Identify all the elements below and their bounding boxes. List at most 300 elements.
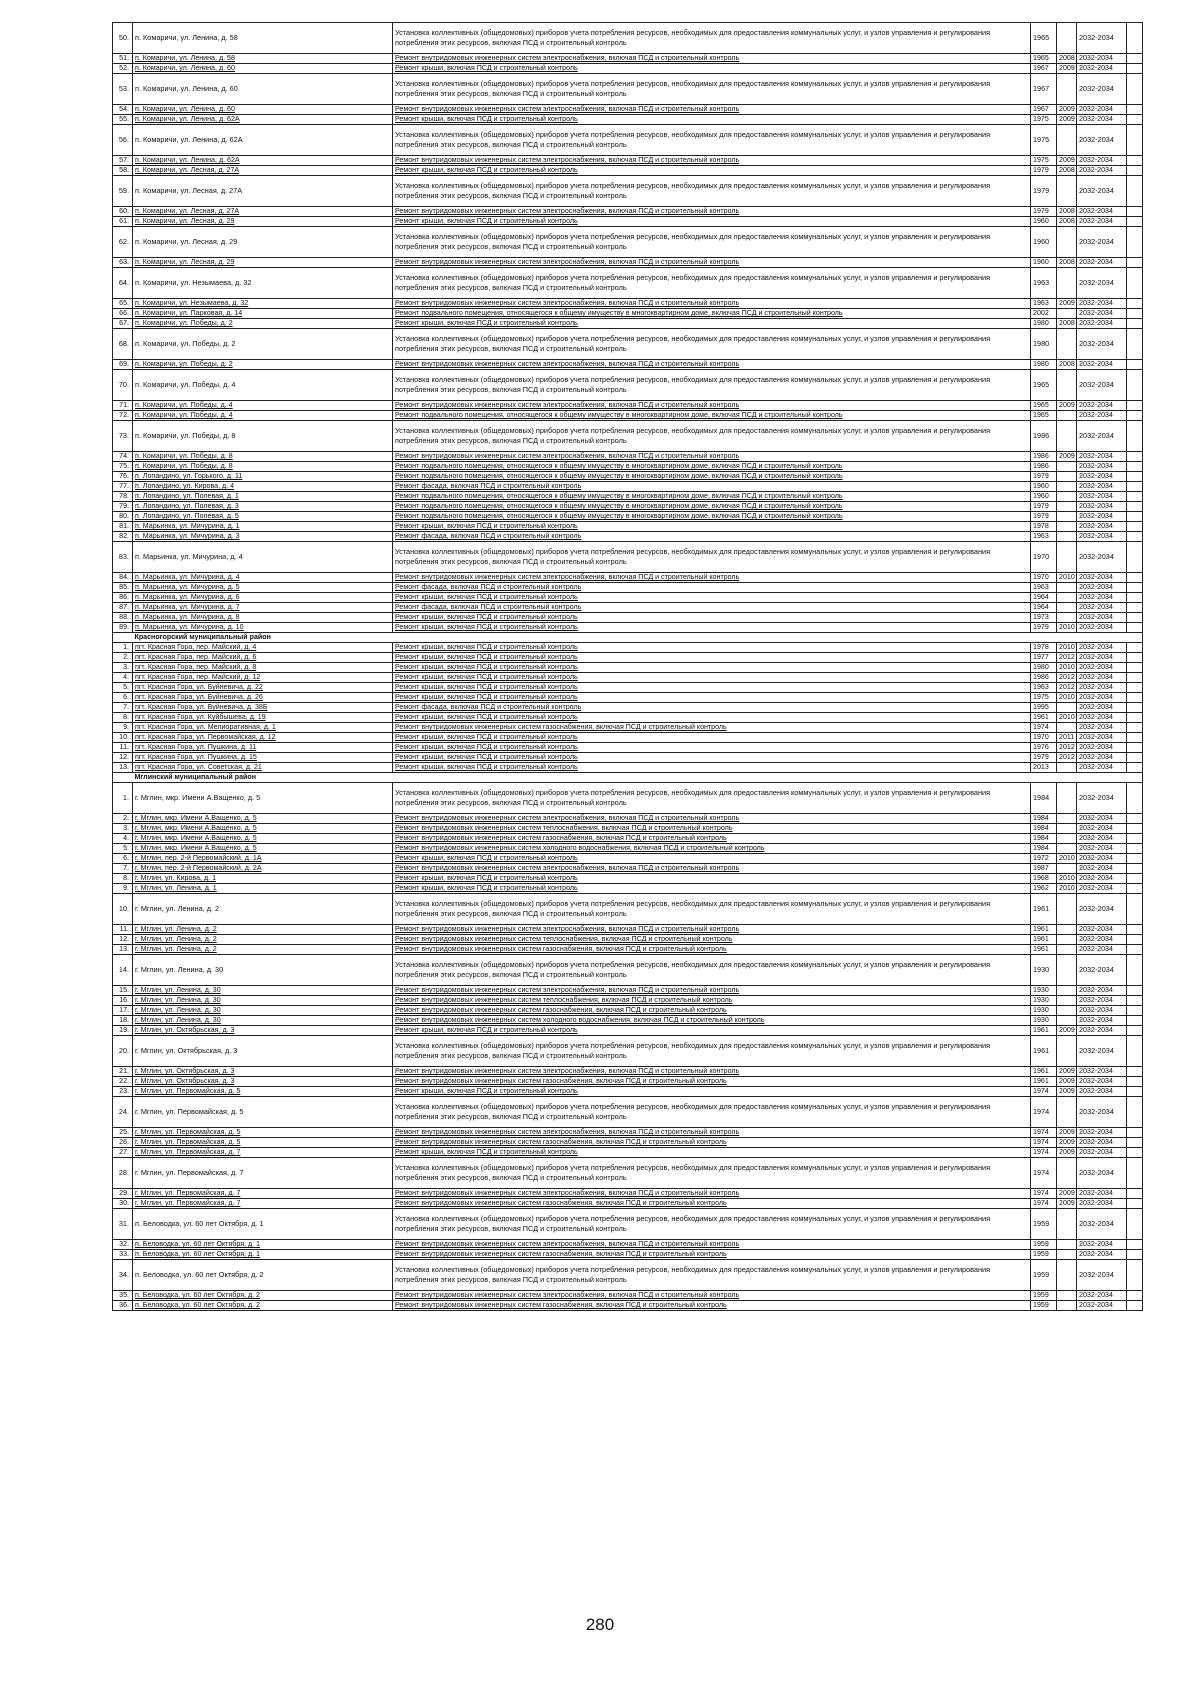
row-number-cell: 6. — [113, 693, 133, 703]
table-row — [113, 1260, 1143, 1291]
planned-period-cell: 2032-2034 — [1077, 583, 1127, 593]
row-number-cell: 1. — [113, 643, 133, 653]
build-year-cell: 1978 — [1031, 643, 1057, 653]
build-year-cell: 1979 — [1031, 623, 1057, 633]
last-repair-year-cell — [1057, 593, 1077, 603]
last-repair-year-cell — [1057, 421, 1077, 452]
planned-period-cell: 2032-2034 — [1077, 411, 1127, 421]
planned-period-cell: 2032-2034 — [1077, 834, 1127, 844]
work-type-cell: Ремонт подвального помещения, относящегося к общему имуществу в многоквартирном доме, включая ПСД и строительный контроль — [393, 411, 1031, 421]
row-number-cell: 13. — [113, 763, 133, 773]
planned-period-cell: 2032-2034 — [1077, 462, 1127, 472]
build-year-cell: 1967 — [1031, 64, 1057, 74]
last-repair-year-cell: 2008 — [1057, 54, 1077, 64]
blank-cell — [1127, 713, 1143, 723]
address-cell: г. Мглин, мкр. Имени А.Ващенко, д. 5 — [133, 844, 393, 854]
table-row — [113, 874, 1143, 884]
last-repair-year-cell: 2009 — [1057, 1087, 1077, 1097]
build-year-cell: 1974 — [1031, 1128, 1057, 1138]
blank-cell — [1127, 945, 1143, 955]
table-row — [113, 452, 1143, 462]
build-year-cell: 1975 — [1031, 115, 1057, 125]
planned-period-cell: 2032-2034 — [1077, 663, 1127, 673]
build-year-cell: 1974 — [1031, 1087, 1057, 1097]
blank-cell — [1127, 421, 1143, 452]
blank-cell — [1127, 955, 1143, 986]
table-row — [113, 421, 1143, 452]
planned-period-cell: 2032-2034 — [1077, 1097, 1127, 1128]
address-cell: п. Марьинка, ул. Мичурина, д. 10 — [133, 623, 393, 633]
planned-period-cell: 2032-2034 — [1077, 115, 1127, 125]
row-number-cell: 6. — [113, 854, 133, 864]
work-type-cell: Ремонт крыши, включая ПСД и строительный контроль — [393, 693, 1031, 703]
last-repair-year-cell — [1057, 1250, 1077, 1260]
build-year-cell: 1978 — [1031, 522, 1057, 532]
blank-cell — [1127, 814, 1143, 824]
blank-cell — [1127, 783, 1143, 814]
work-type-cell: Установка коллективных (общедомовых) приборов учета потребления ресурсов, необходимых для предоставления коммунальных услуг, и узлов управления и регулирования потребления этих ресурсов, включая ПСД и строительный контроль — [393, 1097, 1031, 1128]
table-row — [113, 329, 1143, 360]
table-row — [113, 884, 1143, 894]
table-row — [113, 834, 1143, 844]
table-row — [113, 1067, 1143, 1077]
table-row — [113, 319, 1143, 329]
build-year-cell: 1963 — [1031, 268, 1057, 299]
blank-cell — [1127, 370, 1143, 401]
table-row — [113, 996, 1143, 1006]
work-type-cell: Ремонт подвального помещения, относящегося к общему имуществу в многоквартирном доме, включая ПСД и строительный контроль — [393, 309, 1031, 319]
planned-period-cell: 2032-2034 — [1077, 1148, 1127, 1158]
address-cell: п. Лопандино, ул. Полевая, д. 1 — [133, 492, 393, 502]
last-repair-year-cell — [1057, 864, 1077, 874]
work-type-cell: Ремонт крыши, включая ПСД и строительный контроль — [393, 613, 1031, 623]
planned-period-cell: 2032-2034 — [1077, 1077, 1127, 1087]
row-number-cell: 8. — [113, 874, 133, 884]
last-repair-year-cell: 2012 — [1057, 743, 1077, 753]
table-row — [113, 703, 1143, 713]
planned-period-cell: 2032-2034 — [1077, 733, 1127, 743]
planned-period-cell: 2032-2034 — [1077, 844, 1127, 854]
build-year-cell: 1984 — [1031, 783, 1057, 814]
work-type-cell: Ремонт внутридомовых инженерных систем газоснабжения, включая ПСД и строительный контроль — [393, 1138, 1031, 1148]
address-cell: г. Мглин, ул. Ленина, д. 30 — [133, 1006, 393, 1016]
blank-cell — [1127, 360, 1143, 370]
table-row — [113, 54, 1143, 64]
row-number-cell: 61. — [113, 217, 133, 227]
planned-period-cell: 2032-2034 — [1077, 925, 1127, 935]
table-row — [113, 1250, 1143, 1260]
table-row — [113, 945, 1143, 955]
last-repair-year-cell: 2009 — [1057, 1138, 1077, 1148]
row-number-cell: 86. — [113, 593, 133, 603]
work-type-cell: Ремонт внутридомовых инженерных систем газоснабжения, включая ПСД и строительный контроль — [393, 1199, 1031, 1209]
row-number-cell: 78. — [113, 492, 133, 502]
table-row — [113, 299, 1143, 309]
build-year-cell: 1961 — [1031, 1077, 1057, 1087]
build-year-cell: 1967 — [1031, 105, 1057, 115]
planned-period-cell: 2032-2034 — [1077, 1291, 1127, 1301]
address-cell: п. Комаричи, ул. Победы, д. 4 — [133, 401, 393, 411]
last-repair-year-cell: 2010 — [1057, 663, 1077, 673]
table-row — [113, 673, 1143, 683]
build-year-cell: 1962 — [1031, 884, 1057, 894]
row-number-cell: 68. — [113, 329, 133, 360]
work-type-cell: Ремонт внутридомовых инженерных систем газоснабжения, включая ПСД и строительный контроль — [393, 723, 1031, 733]
address-cell: г. Мглин, мкр. Имени А.Ващенко, д. 5 — [133, 834, 393, 844]
work-type-cell: Установка коллективных (общедомовых) приборов учета потребления ресурсов, необходимых для предоставления коммунальных услуг, и узлов управления и регулирования потребления этих ресурсов, включая ПСД и строительный контроль — [393, 176, 1031, 207]
build-year-cell: 1960 — [1031, 482, 1057, 492]
address-cell: п. Комаричи, ул. Лесная, д. 29 — [133, 258, 393, 268]
row-number-cell: 19. — [113, 1026, 133, 1036]
work-type-cell: Ремонт внутридомовых инженерных систем электроснабжения, включая ПСД и строительный контроль — [393, 299, 1031, 309]
blank-cell — [1127, 1250, 1143, 1260]
planned-period-cell: 2032-2034 — [1077, 452, 1127, 462]
build-year-cell: 1984 — [1031, 814, 1057, 824]
work-type-cell: Ремонт внутридомовых инженерных систем электроснабжения, включая ПСД и строительный контроль — [393, 986, 1031, 996]
row-number-cell: 51. — [113, 54, 133, 64]
work-type-cell: Ремонт крыши, включая ПСД и строительный контроль — [393, 733, 1031, 743]
last-repair-year-cell — [1057, 23, 1077, 54]
work-type-cell: Ремонт внутридомовых инженерных систем электроснабжения, включая ПСД и строительный контроль — [393, 814, 1031, 824]
blank-cell — [1127, 411, 1143, 421]
table-row — [113, 693, 1143, 703]
table-row — [113, 309, 1143, 319]
last-repair-year-cell: 2012 — [1057, 673, 1077, 683]
last-repair-year-cell: 2008 — [1057, 258, 1077, 268]
work-type-cell: Ремонт крыши, включая ПСД и строительный контроль — [393, 217, 1031, 227]
work-type-cell: Установка коллективных (общедомовых) приборов учета потребления ресурсов, необходимых для предоставления коммунальных услуг, и узлов управления и регулирования потребления этих ресурсов, включая ПСД и строительный контроль — [393, 955, 1031, 986]
blank-cell — [1127, 593, 1143, 603]
last-repair-year-cell — [1057, 74, 1077, 105]
table-row — [113, 763, 1143, 773]
work-type-cell: Ремонт внутридомовых инженерных систем электроснабжения, включая ПСД и строительный контроль — [393, 1189, 1031, 1199]
planned-period-cell: 2032-2034 — [1077, 176, 1127, 207]
work-type-cell: Ремонт крыши, включая ПСД и строительный контроль — [393, 623, 1031, 633]
build-year-cell: 1975 — [1031, 693, 1057, 703]
blank-cell — [1127, 309, 1143, 319]
address-cell: пгт. Красная Гора, ул. Куйбышева, д. 19 — [133, 713, 393, 723]
blank-cell — [1127, 125, 1143, 156]
address-cell: п. Комаричи, ул. Победы, д. 2 — [133, 319, 393, 329]
last-repair-year-cell — [1057, 814, 1077, 824]
address-cell: г. Мглин, мкр. Имени А.Ващенко, д. 5 — [133, 783, 393, 814]
row-number-cell: 66. — [113, 309, 133, 319]
repair-program-table — [112, 22, 1143, 1311]
row-number-cell: 58. — [113, 166, 133, 176]
row-number-cell: 89. — [113, 623, 133, 633]
build-year-cell: 1967 — [1031, 74, 1057, 105]
row-number-cell: 65. — [113, 299, 133, 309]
work-type-cell: Ремонт крыши, включая ПСД и строительный контроль — [393, 64, 1031, 74]
table-row — [113, 844, 1143, 854]
planned-period-cell: 2032-2034 — [1077, 643, 1127, 653]
row-number-cell: 1. — [113, 783, 133, 814]
work-type-cell: Ремонт подвального помещения, относящегося к общему имуществу в многоквартирном доме, включая ПСД и строительный контроль — [393, 512, 1031, 522]
planned-period-cell: 2032-2034 — [1077, 623, 1127, 633]
last-repair-year-cell: 2008 — [1057, 207, 1077, 217]
planned-period-cell: 2032-2034 — [1077, 673, 1127, 683]
blank-cell — [1127, 723, 1143, 733]
row-number-cell: 36. — [113, 1301, 133, 1311]
address-cell: г. Мглин, ул. Первомайская, д. 7 — [133, 1189, 393, 1199]
build-year-cell: 1986 — [1031, 462, 1057, 472]
build-year-cell: 1964 — [1031, 603, 1057, 613]
last-repair-year-cell — [1057, 1209, 1077, 1240]
row-number-cell: 11. — [113, 925, 133, 935]
table-row — [113, 176, 1143, 207]
build-year-cell: 1979 — [1031, 753, 1057, 763]
blank-cell — [1127, 452, 1143, 462]
table-row — [113, 824, 1143, 834]
last-repair-year-cell — [1057, 703, 1077, 713]
last-repair-year-cell — [1057, 472, 1077, 482]
address-cell: п. Беловодка, ул. 60 лет Октября, д. 1 — [133, 1209, 393, 1240]
last-repair-year-cell — [1057, 925, 1077, 935]
last-repair-year-cell — [1057, 783, 1077, 814]
build-year-cell: 1961 — [1031, 1036, 1057, 1067]
address-cell: п. Комаричи, ул. Победы, д. 4 — [133, 370, 393, 401]
table-row — [113, 360, 1143, 370]
last-repair-year-cell — [1057, 986, 1077, 996]
last-repair-year-cell: 2010 — [1057, 884, 1077, 894]
address-cell: п. Комаричи, ул. Победы, д. 8 — [133, 462, 393, 472]
work-type-cell: Установка коллективных (общедомовых) приборов учета потребления ресурсов, необходимых для предоставления коммунальных услуг, и узлов управления и регулирования потребления этих ресурсов, включая ПСД и строительный контроль — [393, 370, 1031, 401]
blank-cell — [1127, 1006, 1143, 1016]
blank-cell — [1127, 753, 1143, 763]
address-cell: п. Комаричи, ул. Лесная, д. 29 — [133, 217, 393, 227]
row-number-cell: 73. — [113, 421, 133, 452]
row-number-cell: 53. — [113, 74, 133, 105]
address-cell: п. Марьинка, ул. Мичурина, д. 3 — [133, 532, 393, 542]
address-cell: г. Мглин, ул. Первомайская, д. 5 — [133, 1087, 393, 1097]
row-number-cell: 82. — [113, 532, 133, 542]
work-type-cell: Ремонт фасада, включая ПСД и строительный контроль — [393, 532, 1031, 542]
build-year-cell: 1976 — [1031, 743, 1057, 753]
work-type-cell: Ремонт внутридомовых инженерных систем электроснабжения, включая ПСД и строительный контроль — [393, 401, 1031, 411]
address-cell: п. Комаричи, ул. Победы, д. 2 — [133, 329, 393, 360]
build-year-cell: 1974 — [1031, 1189, 1057, 1199]
blank-cell — [1127, 1158, 1143, 1189]
blank-cell — [1127, 844, 1143, 854]
address-cell: п. Комаричи, ул. Лесная, д. 29 — [133, 227, 393, 258]
table-row — [113, 713, 1143, 723]
last-repair-year-cell — [1057, 370, 1077, 401]
work-type-cell: Установка коллективных (общедомовых) приборов учета потребления ресурсов, необходимых для предоставления коммунальных услуг, и узлов управления и регулирования потребления этих ресурсов, включая ПСД и строительный контроль — [393, 542, 1031, 573]
address-cell: п. Комаричи, ул. Ленина, д. 60 — [133, 105, 393, 115]
blank-cell — [1127, 1077, 1143, 1087]
table-row — [113, 733, 1143, 743]
planned-period-cell: 2032-2034 — [1077, 370, 1127, 401]
blank-cell — [1127, 115, 1143, 125]
address-cell: п. Лопандино, ул. Полевая, д. 5 — [133, 512, 393, 522]
blank-cell — [1127, 573, 1143, 583]
section-title: Мглинский муниципальный район — [133, 773, 1143, 783]
work-type-cell: Ремонт внутридомовых инженерных систем газоснабжения, включая ПСД и строительный контроль — [393, 945, 1031, 955]
planned-period-cell: 2032-2034 — [1077, 996, 1127, 1006]
blank-cell — [1127, 693, 1143, 703]
blank-cell — [1127, 1148, 1143, 1158]
row-number-cell: 74. — [113, 452, 133, 462]
blank-cell — [1127, 207, 1143, 217]
row-number-cell: 20. — [113, 1036, 133, 1067]
last-repair-year-cell — [1057, 329, 1077, 360]
address-cell: п. Марьинка, ул. Мичурина, д. 5 — [133, 583, 393, 593]
work-type-cell: Ремонт внутридомовых инженерных систем электроснабжения, включая ПСД и строительный контроль — [393, 1067, 1031, 1077]
last-repair-year-cell — [1057, 1301, 1077, 1311]
planned-period-cell: 2032-2034 — [1077, 573, 1127, 583]
table-row — [113, 683, 1143, 693]
work-type-cell: Ремонт внутридомовых инженерных систем электроснабжения, включая ПСД и строительный контроль — [393, 925, 1031, 935]
blank-cell — [1127, 1036, 1143, 1067]
table-row — [113, 723, 1143, 733]
planned-period-cell: 2032-2034 — [1077, 814, 1127, 824]
last-repair-year-cell — [1057, 309, 1077, 319]
address-cell: г. Мглин, мкр. Имени А.Ващенко, д. 5 — [133, 814, 393, 824]
planned-period-cell: 2032-2034 — [1077, 125, 1127, 156]
blank-cell — [1127, 462, 1143, 472]
blank-cell — [1127, 299, 1143, 309]
planned-period-cell: 2032-2034 — [1077, 74, 1127, 105]
table-row — [113, 1077, 1143, 1087]
blank-cell — [1127, 166, 1143, 176]
blank-cell — [1127, 583, 1143, 593]
planned-period-cell: 2032-2034 — [1077, 1158, 1127, 1189]
build-year-cell: 1959 — [1031, 1291, 1057, 1301]
address-cell: п. Марьинка, ул. Мичурина, д. 8 — [133, 613, 393, 623]
last-repair-year-cell — [1057, 1036, 1077, 1067]
blank-cell — [1127, 1209, 1143, 1240]
planned-period-cell: 2032-2034 — [1077, 166, 1127, 176]
address-cell: п. Комаричи, ул. Лесная, д. 27А — [133, 207, 393, 217]
last-repair-year-cell: 2009 — [1057, 452, 1077, 462]
planned-period-cell: 2032-2034 — [1077, 763, 1127, 773]
work-type-cell: Ремонт внутридомовых инженерных систем электроснабжения, включая ПСД и строительный контроль — [393, 54, 1031, 64]
blank-cell — [1127, 1016, 1143, 1026]
last-repair-year-cell — [1057, 613, 1077, 623]
build-year-cell: 1963 — [1031, 583, 1057, 593]
build-year-cell: 1959 — [1031, 1240, 1057, 1250]
blank-cell — [1127, 1128, 1143, 1138]
row-number-cell: 72. — [113, 411, 133, 421]
address-cell: п. Беловодка, ул. 60 лет Октября, д. 1 — [133, 1250, 393, 1260]
row-number-cell: 52. — [113, 64, 133, 74]
table-row — [113, 411, 1143, 421]
address-cell: п. Комаричи, ул. Ленина, д. 60 — [133, 74, 393, 105]
last-repair-year-cell: 2008 — [1057, 360, 1077, 370]
planned-period-cell: 2032-2034 — [1077, 593, 1127, 603]
last-repair-year-cell: 2011 — [1057, 733, 1077, 743]
work-type-cell: Установка коллективных (общедомовых) приборов учета потребления ресурсов, необходимых для предоставления коммунальных услуг, и узлов управления и регулирования потребления этих ресурсов, включая ПСД и строительный контроль — [393, 1260, 1031, 1291]
address-cell: г. Мглин, пер. 2-й Первомайский, д. 1А — [133, 854, 393, 864]
table-row — [113, 522, 1143, 532]
blank-cell — [1127, 1199, 1143, 1209]
work-type-cell: Установка коллективных (общедомовых) приборов учета потребления ресурсов, необходимых для предоставления коммунальных услуг, и узлов управления и регулирования потребления этих ресурсов, включая ПСД и строительный контроль — [393, 1036, 1031, 1067]
row-number-cell: 27. — [113, 1148, 133, 1158]
row-number-cell: 81. — [113, 522, 133, 532]
address-cell: пгт. Красная Гора, ул. Мелиоративная, д. 1 — [133, 723, 393, 733]
work-type-cell: Ремонт внутридомовых инженерных систем электроснабжения, включая ПСД и строительный контроль — [393, 258, 1031, 268]
last-repair-year-cell — [1057, 1016, 1077, 1026]
build-year-cell: 1961 — [1031, 1067, 1057, 1077]
blank-cell — [1127, 319, 1143, 329]
blank-cell — [1127, 105, 1143, 115]
page-number: 280 — [585, 1615, 615, 1634]
address-cell: г. Мглин, ул. Октябрьская, д. 3 — [133, 1026, 393, 1036]
address-cell: пгт. Красная Гора, ул. Пушкина, д. 15 — [133, 753, 393, 763]
planned-period-cell: 2032-2034 — [1077, 603, 1127, 613]
blank-cell — [1127, 258, 1143, 268]
build-year-cell: 1986 — [1031, 421, 1057, 452]
last-repair-year-cell — [1057, 512, 1077, 522]
build-year-cell: 1980 — [1031, 663, 1057, 673]
build-year-cell: 1930 — [1031, 996, 1057, 1006]
planned-period-cell: 2032-2034 — [1077, 894, 1127, 925]
planned-period-cell: 2032-2034 — [1077, 1006, 1127, 1016]
address-cell: п. Комаричи, ул. Лесная, д. 27А — [133, 176, 393, 207]
blank-cell — [1127, 227, 1143, 258]
build-year-cell: 1964 — [1031, 593, 1057, 603]
blank-cell — [1127, 1097, 1143, 1128]
row-number-cell: 4. — [113, 673, 133, 683]
row-number-cell: 15. — [113, 986, 133, 996]
build-year-cell: 2002 — [1031, 309, 1057, 319]
row-number-cell: 30. — [113, 1199, 133, 1209]
row-number-cell: 4. — [113, 834, 133, 844]
planned-period-cell: 2032-2034 — [1077, 743, 1127, 753]
table-row — [113, 1026, 1143, 1036]
blank-cell — [1127, 492, 1143, 502]
blank-cell — [1127, 176, 1143, 207]
table-row — [113, 166, 1143, 176]
planned-period-cell: 2032-2034 — [1077, 512, 1127, 522]
last-repair-year-cell — [1057, 125, 1077, 156]
row-number-cell: 83. — [113, 542, 133, 573]
last-repair-year-cell — [1057, 1097, 1077, 1128]
build-year-cell: 2013 — [1031, 763, 1057, 773]
build-year-cell: 1974 — [1031, 1148, 1057, 1158]
work-type-cell: Ремонт внутридомовых инженерных систем электроснабжения, включая ПСД и строительный контроль — [393, 573, 1031, 583]
work-type-cell: Ремонт крыши, включая ПСД и строительный контроль — [393, 643, 1031, 653]
blank-cell — [1127, 884, 1143, 894]
table-row — [113, 115, 1143, 125]
build-year-cell: 1979 — [1031, 166, 1057, 176]
blank-cell — [1127, 935, 1143, 945]
planned-period-cell: 2032-2034 — [1077, 1209, 1127, 1240]
blank-cell — [1127, 763, 1143, 773]
table-row — [113, 1016, 1143, 1026]
address-cell: п. Комаричи, ул. Победы, д. 4 — [133, 411, 393, 421]
blank-cell — [1127, 472, 1143, 482]
work-type-cell: Установка коллективных (общедомовых) приборов учета потребления ресурсов, необходимых для предоставления коммунальных услуг, и узлов управления и регулирования потребления этих ресурсов, включая ПСД и строительный контроль — [393, 268, 1031, 299]
last-repair-year-cell — [1057, 955, 1077, 986]
planned-period-cell: 2032-2034 — [1077, 502, 1127, 512]
table-row — [113, 217, 1143, 227]
work-type-cell: Ремонт внутридомовых инженерных систем электроснабжения, включая ПСД и строительный контроль — [393, 105, 1031, 115]
section-header-row — [113, 633, 1143, 643]
blank-cell — [1127, 854, 1143, 864]
build-year-cell: 1963 — [1031, 299, 1057, 309]
table-row — [113, 502, 1143, 512]
work-type-cell: Установка коллективных (общедомовых) приборов учета потребления ресурсов, необходимых для предоставления коммунальных услуг, и узлов управления и регулирования потребления этих ресурсов, включая ПСД и строительный контроль — [393, 329, 1031, 360]
blank-cell — [1127, 653, 1143, 663]
table-row — [113, 472, 1143, 482]
planned-period-cell: 2032-2034 — [1077, 874, 1127, 884]
table-row — [113, 935, 1143, 945]
build-year-cell: 1959 — [1031, 1260, 1057, 1291]
build-year-cell: 1984 — [1031, 834, 1057, 844]
row-number-cell: 33. — [113, 1250, 133, 1260]
address-cell: г. Мглин, ул. Ленина, д. 2 — [133, 945, 393, 955]
